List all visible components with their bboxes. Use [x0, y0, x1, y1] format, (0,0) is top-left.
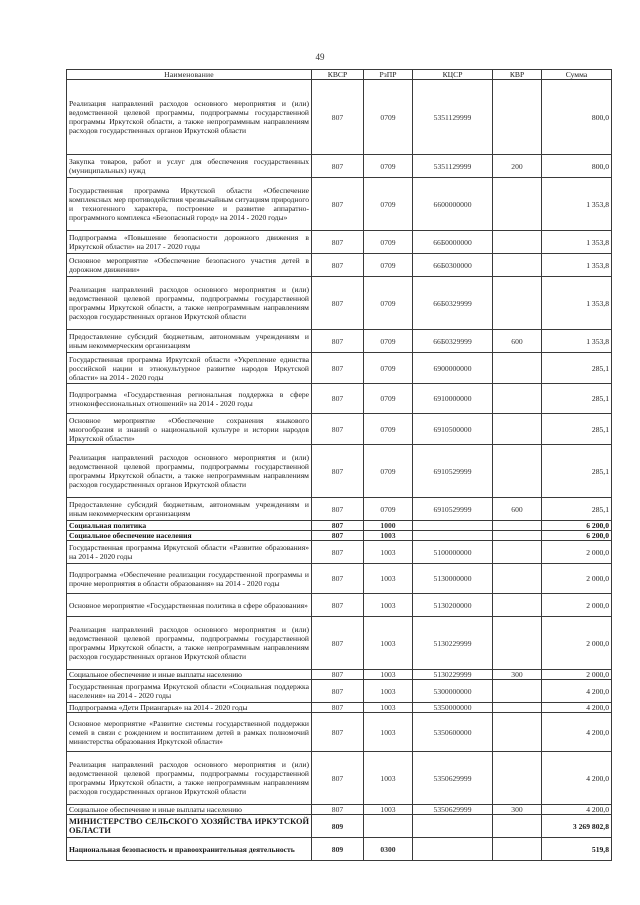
- table-row: [67, 414, 612, 445]
- cell-rzpr: 0709: [364, 80, 413, 155]
- cell-rzpr: [364, 815, 413, 838]
- cell-kvsr: 807: [312, 277, 364, 330]
- cell-kvsr: 807: [312, 80, 364, 155]
- cell-kcsr: 5100000000: [413, 541, 493, 564]
- table-row: [67, 703, 612, 713]
- table-row: [67, 838, 612, 861]
- cell-kcsr: 6910529999: [413, 445, 493, 498]
- cell-name: Основное мероприятие «Обеспечение безопасного участия детей в дорожном движении»: [67, 254, 312, 277]
- table-row: [67, 531, 612, 541]
- cell-kcsr: 6900000000: [413, 353, 493, 384]
- cell-kvsr: 807: [312, 414, 364, 445]
- table-row: [67, 541, 612, 564]
- header-kcsr: КЦСР: [413, 70, 493, 80]
- cell-sum: 800,0: [542, 80, 612, 155]
- cell-rzpr: 1003: [364, 703, 413, 713]
- cell-sum: 1 353,8: [542, 231, 612, 254]
- cell-kvr: [493, 815, 542, 838]
- cell-kvr: 600: [493, 498, 542, 521]
- cell-name: Государственная программа Иркутской области «Укрепление единства российской нации и этнокультурное развитие народов Иркутской области» на 2014 - 2020 годы: [67, 353, 312, 384]
- cell-kcsr: 66Б0000000: [413, 231, 493, 254]
- cell-kvsr: 807: [312, 498, 364, 521]
- cell-name: Реализация направлений расходов основного мероприятия и (или) ведомственной целевой программы, подпрограммы государственной программы Иркутской области, а также непрограммным направлениям расходов государственных органов Иркутской области: [67, 445, 312, 498]
- cell-rzpr: 1003: [364, 617, 413, 670]
- cell-kvsr: 807: [312, 617, 364, 670]
- cell-kcsr: 5130229999: [413, 617, 493, 670]
- cell-kvsr: 809: [312, 815, 364, 838]
- table-row: [67, 713, 612, 752]
- cell-rzpr: 1003: [364, 752, 413, 805]
- cell-sum: 285,1: [542, 414, 612, 445]
- cell-kcsr: 5350600000: [413, 713, 493, 752]
- cell-sum: 6 200,0: [542, 521, 612, 531]
- cell-kcsr: 66Б0329999: [413, 277, 493, 330]
- table-row: [67, 617, 612, 670]
- cell-rzpr: 0709: [364, 231, 413, 254]
- cell-kvsr: 807: [312, 680, 364, 703]
- cell-kvsr: 807: [312, 564, 364, 594]
- cell-rzpr: 1003: [364, 594, 413, 617]
- cell-kvr: [493, 521, 542, 531]
- cell-kcsr: 5130000000: [413, 564, 493, 594]
- cell-kvr: [493, 564, 542, 594]
- cell-kvsr: 807: [312, 521, 364, 531]
- cell-kvsr: 807: [312, 594, 364, 617]
- cell-kvr: [493, 80, 542, 155]
- cell-kvr: 200: [493, 155, 542, 178]
- cell-rzpr: 1003: [364, 680, 413, 703]
- cell-sum: 519,8: [542, 838, 612, 861]
- cell-kvr: [493, 384, 542, 414]
- cell-name: Государственная программа Иркутской области «Социальная поддержка населения» на 2014 - 2020 годы: [67, 680, 312, 703]
- cell-sum: 3 269 802,8: [542, 815, 612, 838]
- cell-name: Подпрограмма «Повышение безопасности дорожного движения в Иркутской области» на 2017 - 2020 годы: [67, 231, 312, 254]
- header-kvsr: КВСР: [312, 70, 364, 80]
- cell-name: Социальное обеспечение населения: [67, 531, 312, 541]
- cell-sum: 1 353,8: [542, 277, 612, 330]
- cell-name: Социальное обеспечение и иные выплаты населению: [67, 805, 312, 815]
- cell-rzpr: 0709: [364, 445, 413, 498]
- cell-kvr: [493, 414, 542, 445]
- cell-name: Государственная программа Иркутской области «Обеспечение комплексных мер противодействия чрезвычайным ситуациям природного и техногенного характера, построение и развитие аппаратно-программного комплекса «Безопасный город» на 2014 - 2020 годы»: [67, 178, 312, 231]
- cell-kcsr: 6910000000: [413, 384, 493, 414]
- cell-kvsr: 807: [312, 330, 364, 353]
- cell-kvr: [493, 254, 542, 277]
- table-header-row: [67, 70, 612, 80]
- table-row: [67, 752, 612, 805]
- cell-kvr: [493, 703, 542, 713]
- cell-sum: 4 200,0: [542, 713, 612, 752]
- cell-rzpr: 0709: [364, 384, 413, 414]
- cell-kvr: [493, 353, 542, 384]
- cell-kvsr: 807: [312, 384, 364, 414]
- table-row: [67, 594, 612, 617]
- cell-rzpr: 1000: [364, 521, 413, 531]
- cell-sum: 1 353,8: [542, 330, 612, 353]
- cell-kvsr: 807: [312, 670, 364, 680]
- cell-kvr: 300: [493, 805, 542, 815]
- table-row: [67, 353, 612, 384]
- cell-kvr: [493, 445, 542, 498]
- cell-name: Основное мероприятие «Обеспечение сохранения языкового многообразия и знаний о национальной культуре и истории народов Иркутской области»: [67, 414, 312, 445]
- cell-sum: 285,1: [542, 498, 612, 521]
- cell-kvsr: 807: [312, 155, 364, 178]
- header-kvr: КВР: [493, 70, 542, 80]
- cell-kcsr: 66Б0329999: [413, 330, 493, 353]
- cell-name: Подпрограмма «Обеспечение реализации государственной программы и прочие мероприятия в области образования» на 2014 - 2020 годы: [67, 564, 312, 594]
- cell-kcsr: 6910500000: [413, 414, 493, 445]
- cell-name: Подпрограмма «Государственная региональная поддержка в сфере этноконфессиональных отношений» на 2014 - 2020 годы: [67, 384, 312, 414]
- cell-rzpr: 1003: [364, 805, 413, 815]
- cell-sum: 4 200,0: [542, 805, 612, 815]
- cell-kcsr: 5350000000: [413, 703, 493, 713]
- cell-rzpr: 1003: [364, 564, 413, 594]
- cell-kcsr: 5351129999: [413, 80, 493, 155]
- cell-kcsr: 66Б0300000: [413, 254, 493, 277]
- table-row: [67, 521, 612, 531]
- cell-rzpr: 0709: [364, 353, 413, 384]
- cell-kcsr: 6910529999: [413, 498, 493, 521]
- cell-rzpr: 1003: [364, 670, 413, 680]
- cell-kvr: 600: [493, 330, 542, 353]
- cell-sum: 6 200,0: [542, 531, 612, 541]
- table-row: [67, 80, 612, 155]
- cell-kvsr: 809: [312, 838, 364, 861]
- cell-rzpr: 1003: [364, 531, 413, 541]
- cell-rzpr: 0709: [364, 155, 413, 178]
- cell-name: Основное мероприятие «Государственная политика в сфере образования»: [67, 594, 312, 617]
- cell-kcsr: 6600000000: [413, 178, 493, 231]
- cell-name: Социальное обеспечение и иные выплаты населению: [67, 670, 312, 680]
- cell-sum: 285,1: [542, 384, 612, 414]
- cell-kvr: [493, 231, 542, 254]
- cell-kcsr: 5130200000: [413, 594, 493, 617]
- cell-rzpr: 0709: [364, 178, 413, 231]
- table-row: [67, 815, 612, 838]
- table-row: [67, 384, 612, 414]
- cell-kvsr: 807: [312, 445, 364, 498]
- cell-sum: 2 000,0: [542, 594, 612, 617]
- cell-kcsr: [413, 838, 493, 861]
- cell-kcsr: [413, 815, 493, 838]
- cell-kvr: [493, 541, 542, 564]
- cell-sum: 1 353,8: [542, 178, 612, 231]
- budget-table: [66, 69, 612, 861]
- table-row: [67, 805, 612, 815]
- cell-name: Национальная безопасность и правоохранительная деятельность: [67, 838, 312, 861]
- table-row: [67, 178, 612, 231]
- cell-kvsr: 807: [312, 703, 364, 713]
- cell-name: Подпрограмма «Дети Приангарья» на 2014 - 2020 годы: [67, 703, 312, 713]
- page-number: 49: [315, 52, 325, 62]
- cell-kvr: [493, 838, 542, 861]
- table-row: [67, 564, 612, 594]
- cell-rzpr: 0709: [364, 277, 413, 330]
- cell-kvr: 300: [493, 670, 542, 680]
- cell-kvr: [493, 594, 542, 617]
- cell-rzpr: 0709: [364, 414, 413, 445]
- cell-kcsr: [413, 531, 493, 541]
- table-row: [67, 445, 612, 498]
- cell-name: Предоставление субсидий бюджетным, автономным учреждениям и иным некоммерческим организациям: [67, 498, 312, 521]
- cell-kvr: [493, 752, 542, 805]
- cell-name: Предоставление субсидий бюджетным, автономным учреждениям и иным некоммерческим организациям: [67, 330, 312, 353]
- table-row: [67, 231, 612, 254]
- cell-name: Закупка товаров, работ и услуг для обеспечения государственных (муниципальных) нужд: [67, 155, 312, 178]
- cell-kvsr: 807: [312, 178, 364, 231]
- cell-kvsr: 807: [312, 353, 364, 384]
- header-name: Наименование: [67, 70, 312, 80]
- cell-kvsr: 807: [312, 531, 364, 541]
- cell-kvr: [493, 531, 542, 541]
- cell-rzpr: 1003: [364, 713, 413, 752]
- cell-sum: 2 000,0: [542, 564, 612, 594]
- cell-name: Реализация направлений расходов основного мероприятия и (или) ведомственной целевой программы, подпрограммы государственной программы Иркутской области, а также непрограммным направлениям расходов государственных органов Иркутской области: [67, 617, 312, 670]
- cell-kvr: [493, 680, 542, 703]
- cell-kcsr: 5350629999: [413, 805, 493, 815]
- cell-kcsr: 5130229999: [413, 670, 493, 680]
- header-sum: Сумма: [542, 70, 612, 80]
- cell-sum: 1 353,8: [542, 254, 612, 277]
- table-row: [67, 670, 612, 680]
- cell-kcsr: 5351129999: [413, 155, 493, 178]
- cell-kvr: [493, 617, 542, 670]
- cell-sum: 2 000,0: [542, 541, 612, 564]
- cell-rzpr: 1003: [364, 541, 413, 564]
- cell-sum: 285,1: [542, 445, 612, 498]
- cell-sum: 4 200,0: [542, 680, 612, 703]
- cell-kvsr: 807: [312, 231, 364, 254]
- cell-name: Государственная программа Иркутской области «Развитие образования» на 2014 - 2020 годы: [67, 541, 312, 564]
- cell-kvsr: 807: [312, 254, 364, 277]
- header-rzpr: РзПР: [364, 70, 413, 80]
- cell-rzpr: 0709: [364, 254, 413, 277]
- cell-kcsr: 5300000000: [413, 680, 493, 703]
- cell-kcsr: [413, 521, 493, 531]
- cell-kvsr: 807: [312, 713, 364, 752]
- cell-name: Основное мероприятие «Развитие системы государственной поддержки семей в связи с рождением и воспитанием детей в рамках полномочий министерства образования Иркутской области»: [67, 713, 312, 752]
- cell-name: Реализация направлений расходов основного мероприятия и (или) ведомственной целевой программы, подпрограммы государственной программы Иркутской области, а также непрограммным направлениям расходов государственных органов Иркутской области: [67, 80, 312, 155]
- cell-sum: 4 200,0: [542, 703, 612, 713]
- cell-name: Социальная политика: [67, 521, 312, 531]
- table-row: [67, 254, 612, 277]
- cell-sum: 285,1: [542, 353, 612, 384]
- cell-kvsr: 807: [312, 752, 364, 805]
- cell-rzpr: 0709: [364, 330, 413, 353]
- cell-sum: 4 200,0: [542, 752, 612, 805]
- cell-kvr: [493, 713, 542, 752]
- table-row: [67, 155, 612, 178]
- table-row: [67, 330, 612, 353]
- cell-kvr: [493, 178, 542, 231]
- cell-name: Реализация направлений расходов основного мероприятия и (или) ведомственной целевой программы, подпрограммы государственной программы Иркутской области, а также непрограммным направлениям расходов государственных органов Иркутской области: [67, 277, 312, 330]
- table-row: [67, 277, 612, 330]
- table-row: [67, 680, 612, 703]
- cell-sum: 2 000,0: [542, 617, 612, 670]
- cell-sum: 800,0: [542, 155, 612, 178]
- cell-rzpr: 0300: [364, 838, 413, 861]
- cell-kvsr: 807: [312, 541, 364, 564]
- cell-kcsr: 5350629999: [413, 752, 493, 805]
- cell-sum: 2 000,0: [542, 670, 612, 680]
- cell-name: МИНИСТЕРСТВО СЕЛЬСКОГО ХОЗЯЙСТВА ИРКУТСКОЙ ОБЛАСТИ: [67, 815, 312, 838]
- cell-kvr: [493, 277, 542, 330]
- cell-rzpr: 0709: [364, 498, 413, 521]
- cell-kvsr: 807: [312, 805, 364, 815]
- cell-name: Реализация направлений расходов основного мероприятия и (или) ведомственной целевой программы, подпрограммы государственной программы Иркутской области, а также непрограммным направлениям расходов государственных органов Иркутской области: [67, 752, 312, 805]
- table-row: [67, 498, 612, 521]
